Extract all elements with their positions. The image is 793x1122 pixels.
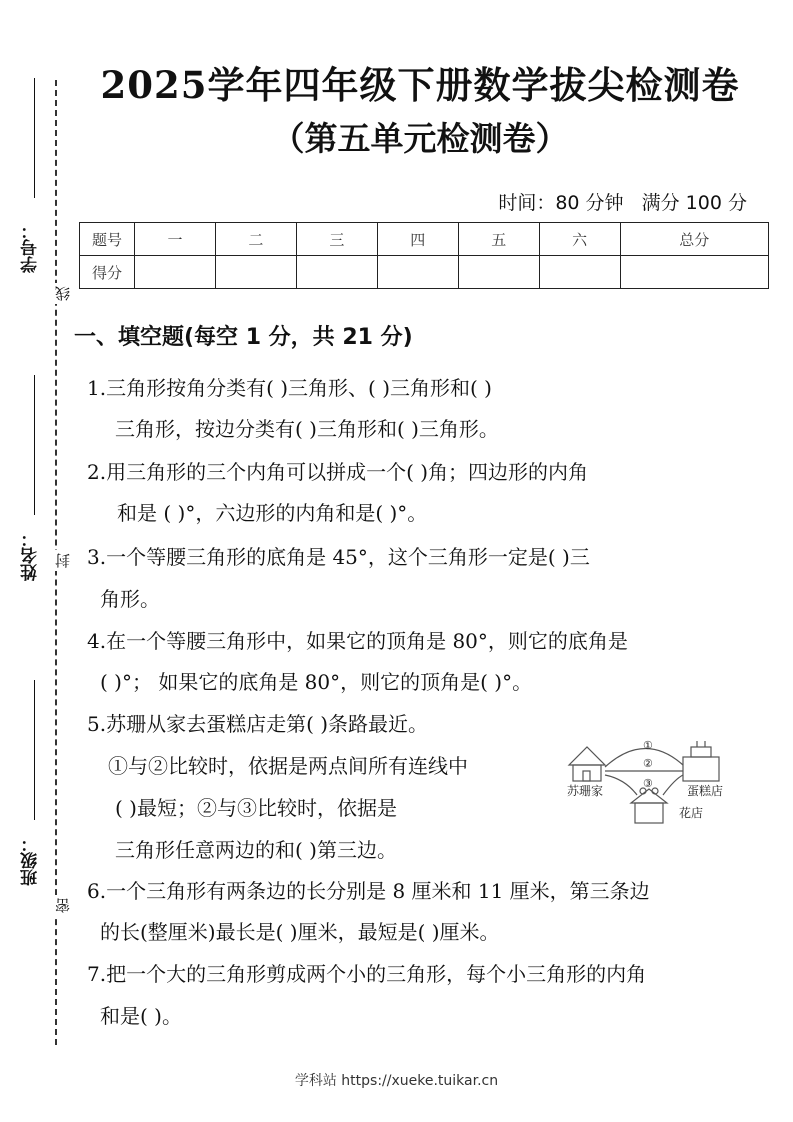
section-heading: 一、填空题(每空 1 分，共 21 分) <box>74 325 413 350</box>
route-1-label: ① <box>643 739 653 752</box>
home-label: 苏珊家 <box>567 784 604 798</box>
time-info: 时间：80 分钟 满分 100 分 <box>498 192 747 214</box>
table-header-cell: 总分 <box>620 223 768 256</box>
question-5-line-1: 5.苏珊从家去蛋糕店走第( )条路最近。 <box>87 712 429 736</box>
question-3-line-2: 角形。 <box>100 587 160 611</box>
page-title: 2025学年四年级下册数学拔尖检测卷 <box>100 63 740 107</box>
cake-shop-icon <box>683 741 719 781</box>
score-table-score-row <box>80 256 769 289</box>
question-5-line-4: 三角形任意两边的和( )第三边。 <box>115 838 397 862</box>
home-icon <box>569 747 605 781</box>
score-cell[interactable] <box>135 256 216 289</box>
route-figure <box>565 735 755 830</box>
score-cell[interactable] <box>458 256 539 289</box>
student-id-blank <box>34 78 35 198</box>
score-cell[interactable] <box>620 256 768 289</box>
seal-mark-feng: 封 <box>52 550 73 571</box>
score-table-header-row <box>80 223 769 256</box>
score-cell[interactable] <box>215 256 296 289</box>
name-blank <box>34 375 35 515</box>
score-cell[interactable] <box>377 256 458 289</box>
table-header-cell: 三 <box>296 223 377 256</box>
question-2-line-2: 和是 ( )°，六边形的内角和是( )°。 <box>117 501 428 525</box>
score-cell[interactable] <box>539 256 620 289</box>
question-2-line-1: 2.用三角形的三个内角可以拼成一个( )角；四边形的内角 <box>87 460 589 484</box>
class-label: 班级： <box>21 835 41 886</box>
question-1-line-2: 三角形，按边分类有( )三角形和( )三角形。 <box>115 417 499 441</box>
table-header-cell: 四 <box>377 223 458 256</box>
name-label: 姓名： <box>21 530 41 581</box>
seal-mark-mi: 密 <box>52 895 73 916</box>
question-5-line-3: ( )最短；②与③比较时，依据是 <box>115 796 397 820</box>
route-2-label: ② <box>643 757 653 770</box>
table-header-cell: 一 <box>135 223 216 256</box>
footer-source: 学科站 https://xueke.tuikar.cn <box>294 1073 499 1089</box>
score-table <box>79 222 769 289</box>
question-1-line-1: 1.三角形按角分类有( )三角形、( )三角形和( ) <box>87 376 492 400</box>
route-3-label: ③ <box>643 777 653 790</box>
question-3-line-1: 3.一个等腰三角形的底角是 45°，这个三角形一定是( )三 <box>87 545 590 569</box>
question-7-line-2: 和是( )。 <box>100 1004 182 1028</box>
table-header-cell: 二 <box>215 223 296 256</box>
flower-shop-label: 花店 <box>679 806 704 820</box>
question-4-line-1: 4.在一个等腰三角形中，如果它的顶角是 80°，则它的底角是 <box>87 629 628 653</box>
table-header-cell: 六 <box>539 223 620 256</box>
seal-mark-xian: 线 <box>52 283 73 304</box>
question-6-line-1: 6.一个三角形有两条边的长分别是 8 厘米和 11 厘米，第三条边 <box>87 879 650 903</box>
score-row-label: 得分 <box>80 256 135 289</box>
score-cell[interactable] <box>296 256 377 289</box>
table-header-cell: 五 <box>458 223 539 256</box>
page-subtitle: （第五单元检测卷） <box>271 119 569 158</box>
question-6-line-2: 的长(整厘米)最长是( )厘米，最短是( )厘米。 <box>100 920 500 944</box>
cake-shop-label: 蛋糕店 <box>687 784 724 798</box>
student-id-label: 学号： <box>21 222 41 273</box>
table-header-cell: 题号 <box>80 223 135 256</box>
class-blank <box>34 680 35 820</box>
question-4-line-2: ( )°； 如果它的底角是 80°，则它的顶角是( )°。 <box>100 670 533 694</box>
question-7-line-1: 7.把一个大的三角形剪成两个小的三角形，每个小三角形的内角 <box>87 962 647 986</box>
question-5-line-2: ①与②比较时，依据是两点间所有连线中 <box>108 754 468 778</box>
